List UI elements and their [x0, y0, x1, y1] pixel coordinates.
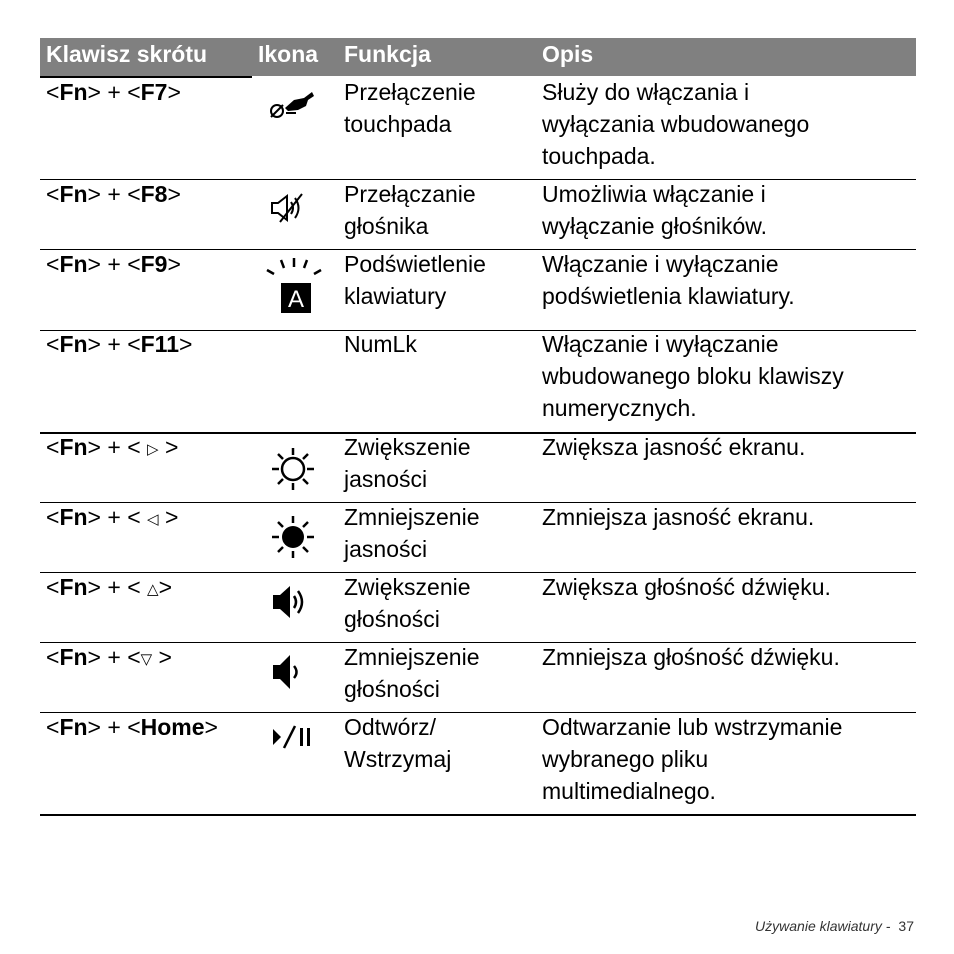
function-play-pause: Odtwórz/ Wstrzymaj	[344, 714, 452, 772]
function-f7: Przełączenie touchpada	[344, 79, 476, 137]
backlight-letter: A	[287, 286, 305, 313]
brightness-up-icon	[270, 446, 316, 492]
description-brightness-down: Zmniejsza jasność ekranu.	[542, 504, 815, 530]
header-function: Funkcja	[344, 41, 431, 67]
function-f11: NumLk	[344, 331, 417, 357]
volume-down-icon	[271, 652, 311, 692]
page-footer	[755, 918, 914, 934]
description-volume-up: Zwiększa głośność dźwięku.	[542, 574, 831, 600]
shortcut-f11: <Fn> + <F11>	[46, 331, 193, 357]
function-f9: Podświetlenie klawiatury	[344, 251, 486, 309]
speaker-mute-icon	[268, 192, 308, 224]
play-pause-icon	[270, 724, 316, 750]
header-shortcut: Klawisz skrótu	[46, 41, 208, 67]
function-volume-down: Zmniejszenie głośności	[344, 644, 480, 702]
header-icon: Ikona	[258, 41, 319, 67]
description-volume-down: Zmniejsza głośność dźwięku.	[542, 644, 840, 670]
function-brightness-down: Zmniejszenie jasności	[344, 504, 480, 562]
description-f9: Włączanie i wyłączanie podświetlenia klawiatury.	[542, 251, 795, 309]
table-bottom-border	[40, 814, 916, 816]
description-brightness-up: Zwiększa jasność ekranu.	[542, 434, 806, 460]
shortcut-right-arrow: <Fn> + < ▷ >	[46, 434, 179, 460]
description-f8: Umożliwia włączanie i wyłączanie głośników.	[542, 181, 768, 239]
function-f8: Przełączanie głośnika	[344, 181, 476, 239]
description-f11: Włączanie i wyłączanie wbudowanego bloku klawiszy numerycznych.	[542, 331, 844, 421]
shortcut-f7: <Fn> + <F7>	[46, 79, 181, 105]
shortcut-home: <Fn> + <Home>	[46, 714, 218, 740]
description-f7: Służy do włączania i wyłączania wbudowanego touchpada.	[542, 79, 810, 169]
header-description: Opis	[542, 41, 594, 67]
shortcut-f8: <Fn> + <F8>	[46, 181, 181, 207]
volume-up-icon	[271, 584, 311, 620]
brightness-down-icon	[270, 514, 316, 560]
shortcut-left-arrow: <Fn> + < ◁ >	[46, 504, 179, 530]
description-play-pause: Odtwarzanie lub wstrzymanie wybranego pliku multimedialnego.	[542, 714, 843, 804]
keyboard-backlight-icon	[263, 256, 325, 318]
shortcut-f9: <Fn> + <F9>	[46, 251, 181, 277]
shortcut-down-arrow: <Fn> + <▽ >	[46, 644, 172, 670]
shortcut-up-arrow: <Fn> + < △>	[46, 574, 172, 600]
function-brightness-up: Zwiększenie jasności	[344, 434, 471, 492]
footer-section: Używanie klawiatury -	[755, 918, 891, 934]
function-volume-up: Zwiększenie głośności	[344, 574, 471, 632]
page-number: 37	[898, 918, 914, 934]
touchpad-off-icon	[266, 88, 316, 122]
